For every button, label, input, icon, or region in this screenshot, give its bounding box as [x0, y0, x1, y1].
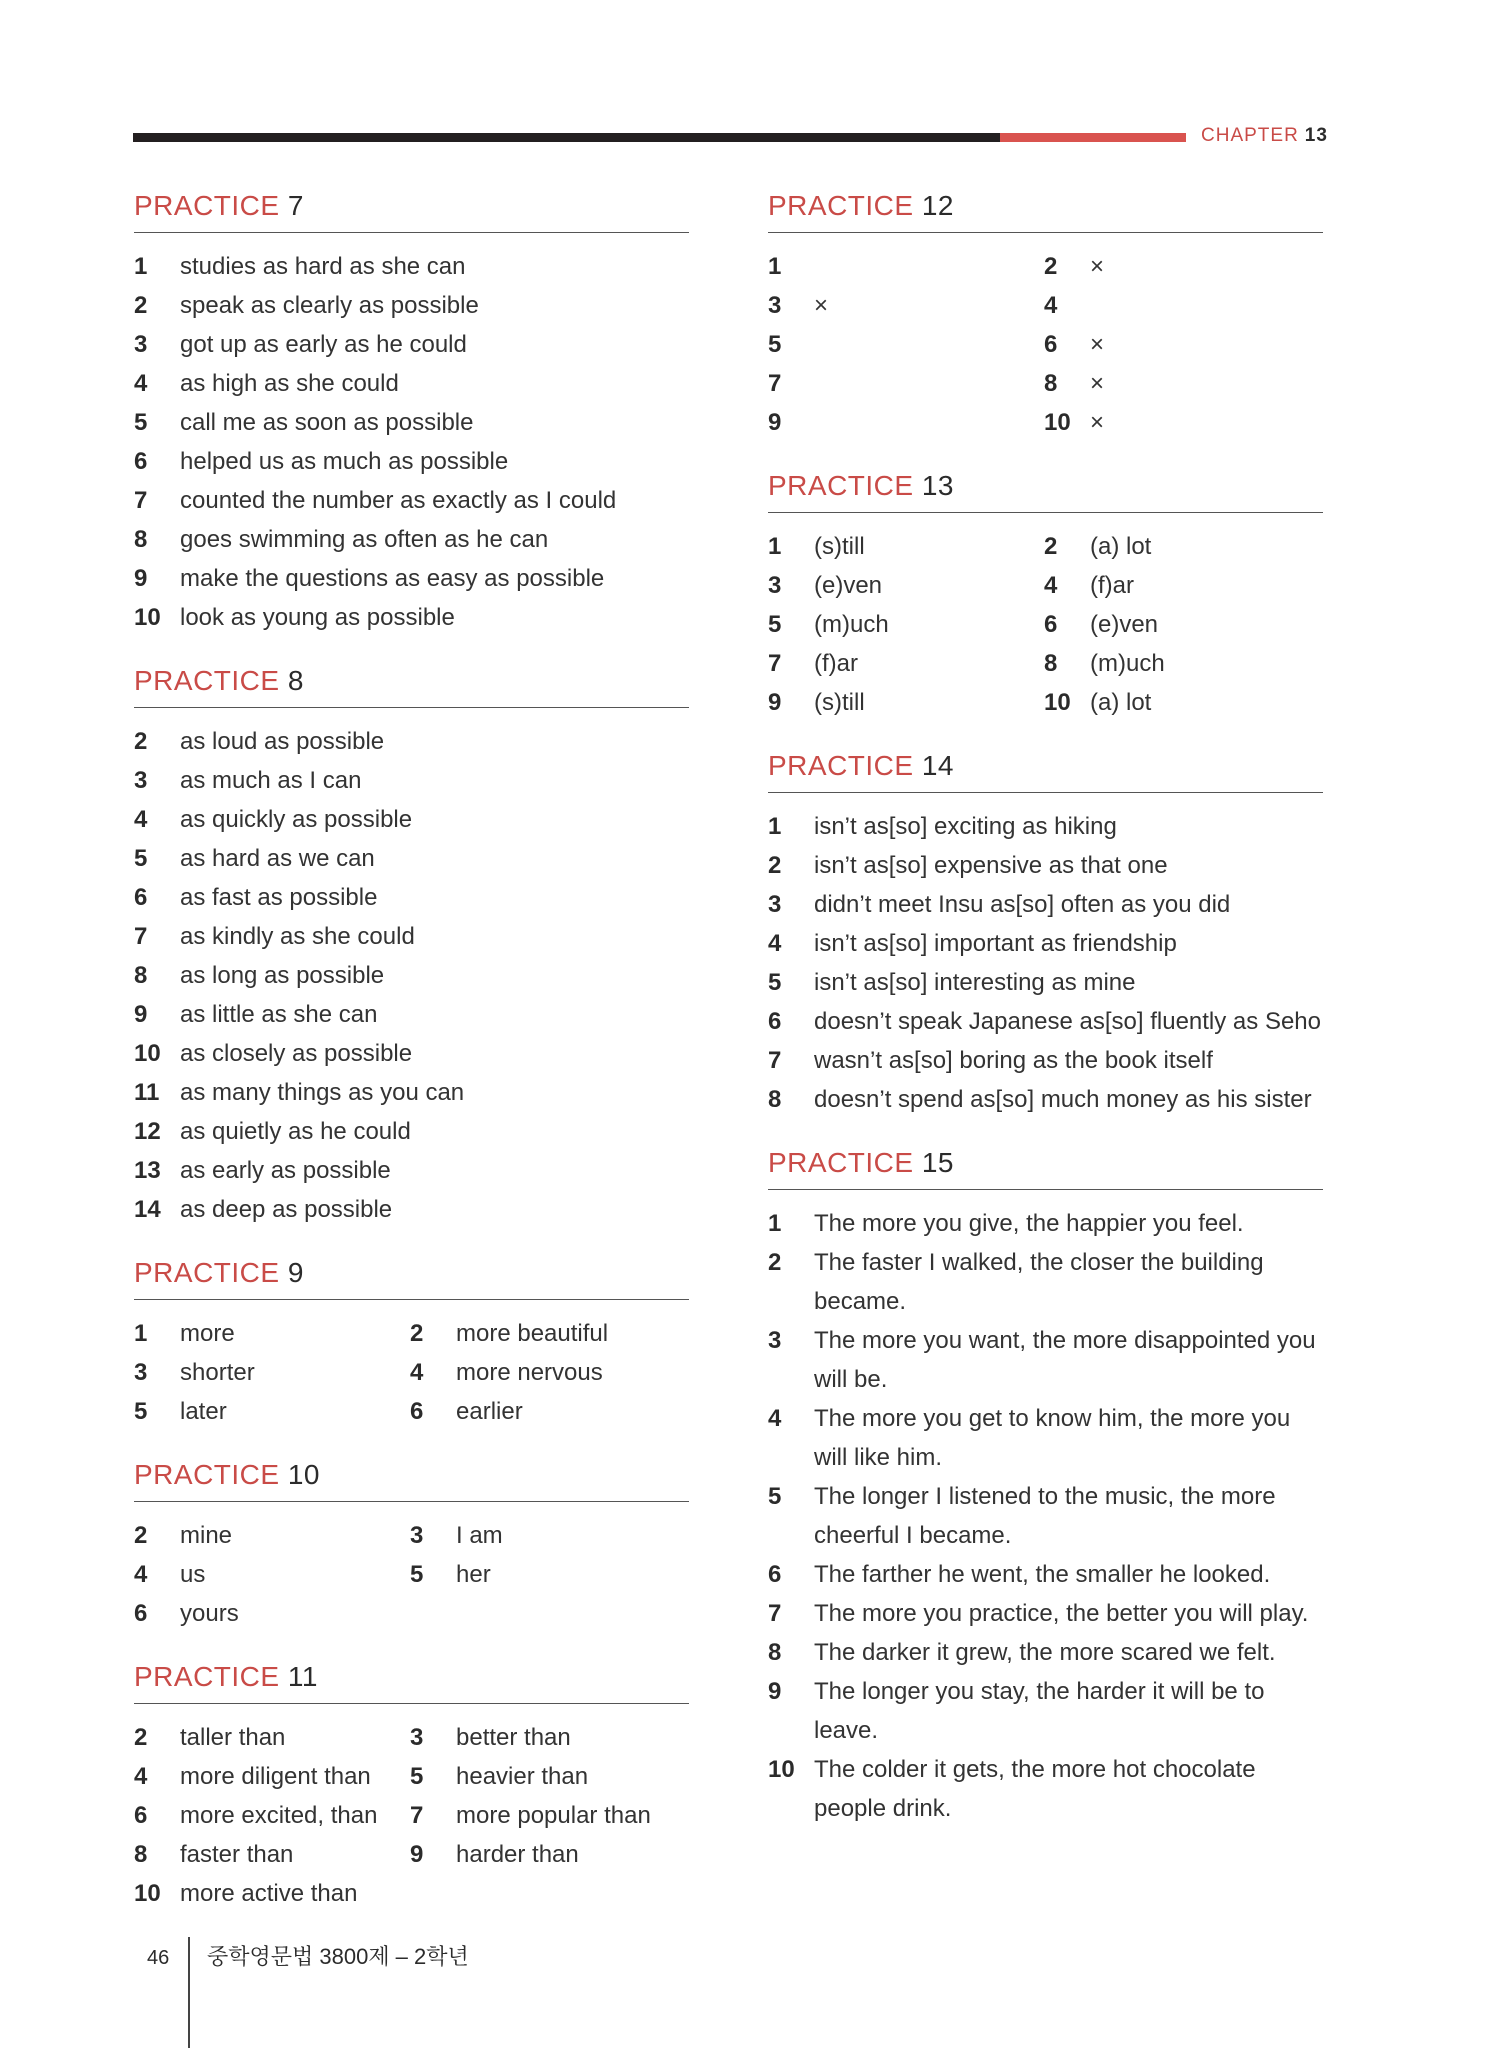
item-number: 4 [768, 1405, 782, 1432]
answer-item [768, 885, 1323, 924]
item-answer: more excited, than [180, 1802, 378, 1829]
section-title: PRACTICE 15 [768, 1147, 1323, 1190]
answer-item [134, 1392, 410, 1431]
item-answer: taller than [180, 1724, 286, 1751]
item-number: 4 [410, 1359, 424, 1386]
answer-item [768, 1399, 1323, 1477]
item-answer: as early as possible [180, 1157, 391, 1184]
item-number: 14 [134, 1196, 161, 1223]
practice-15 [768, 1147, 1323, 1828]
answer-item [134, 878, 689, 917]
item-answer: (m)uch [814, 611, 889, 638]
item-number: 9 [768, 409, 782, 436]
answer-item [1044, 644, 1323, 683]
item-number: 10 [134, 604, 161, 631]
answer-item [768, 605, 1044, 644]
item-number: 2 [410, 1320, 424, 1347]
item-answer: I am [456, 1522, 503, 1549]
answer-item [410, 1392, 689, 1431]
answer-item [768, 1002, 1323, 1041]
item-number: 2 [1044, 253, 1058, 280]
answer-item [134, 598, 689, 637]
answer-item [1044, 286, 1323, 325]
item-number: 4 [1044, 572, 1058, 599]
answer-item [134, 442, 689, 481]
item-answer: × [1090, 409, 1105, 436]
item-number: 4 [768, 930, 782, 957]
answer-item [768, 403, 1044, 442]
practice-11 [134, 1661, 689, 1913]
practice-13 [768, 470, 1323, 722]
section-title: PRACTICE 12 [768, 190, 1323, 233]
item-answer [814, 364, 1044, 403]
answer-item [134, 364, 689, 403]
practice-12 [768, 190, 1323, 442]
answer-item [134, 1151, 689, 1190]
item-number: 6 [134, 884, 148, 911]
section-title: PRACTICE 13 [768, 470, 1323, 513]
item-answer: as kindly as she could [180, 923, 415, 950]
practice-14 [768, 750, 1323, 1119]
answer-item [134, 1796, 410, 1835]
item-answer: doesn’t spend as[so] much money as his sister [814, 1086, 1312, 1113]
section-title: PRACTICE 11 [134, 1661, 689, 1704]
item-answer [1090, 286, 1323, 325]
item-number: 10 [768, 1756, 795, 1783]
section-title: PRACTICE 10 [134, 1459, 689, 1502]
answer-item [1044, 605, 1323, 644]
item-answer: more beautiful [456, 1320, 609, 1347]
item-number: 5 [768, 331, 782, 358]
item-number: 10 [1044, 689, 1071, 716]
practice-10 [134, 1459, 689, 1633]
item-answer: as much as I can [180, 767, 362, 794]
item-number: 8 [134, 962, 148, 989]
item-number: 8 [1044, 650, 1058, 677]
item-answer: goes swimming as often as he can [180, 526, 549, 553]
item-number: 6 [134, 448, 148, 475]
item-number: 1 [768, 533, 782, 560]
answer-item [768, 807, 1323, 846]
answer-item [134, 247, 689, 286]
item-number: 5 [768, 969, 782, 996]
item-number: 5 [768, 611, 782, 638]
item-number: 7 [134, 487, 148, 514]
answer-item [134, 403, 689, 442]
item-answer: (e)ven [814, 572, 883, 599]
item-answer: The more you want, the more disappointed you will be. [814, 1327, 1316, 1393]
item-number: 7 [768, 370, 782, 397]
item-number: 7 [134, 923, 148, 950]
item-number: 7 [768, 650, 782, 677]
item-number: 11 [134, 1079, 160, 1106]
item-number: 2 [134, 1522, 148, 1549]
answer-item [768, 1633, 1323, 1672]
practice-7 [134, 190, 689, 637]
answer-item [134, 1757, 410, 1796]
item-answer: counted the number as exactly as I could [180, 487, 617, 514]
item-answer: more active than [180, 1880, 358, 1907]
item-answer: (a) lot [1090, 533, 1152, 560]
item-number: 3 [134, 1359, 148, 1386]
answer-item [134, 956, 689, 995]
item-answer: mine [180, 1522, 233, 1549]
item-number: 13 [134, 1157, 161, 1184]
item-answer: harder than [456, 1841, 579, 1868]
answer-item [134, 995, 689, 1034]
answer-item [768, 683, 1044, 722]
item-answer: isn’t as[so] expensive as that one [814, 852, 1168, 879]
item-number: 9 [768, 1678, 782, 1705]
header-bar-dark [133, 133, 1000, 142]
item-answer: The colder it gets, the more hot chocolate people drink. [814, 1756, 1256, 1822]
answer-item [768, 1594, 1323, 1633]
answer-item [134, 1073, 689, 1112]
item-answer: as many things as you can [180, 1079, 465, 1106]
item-number: 1 [134, 253, 148, 280]
section-title: PRACTICE 7 [134, 190, 689, 233]
item-answer: call me as soon as possible [180, 409, 474, 436]
item-number: 4 [134, 806, 148, 833]
item-answer: heavier than [456, 1763, 589, 1790]
answer-item [768, 527, 1044, 566]
item-number: 3 [768, 572, 782, 599]
item-answer: as hard as we can [180, 845, 375, 872]
answer-item [768, 1750, 1323, 1828]
item-number: 9 [134, 565, 148, 592]
answer-item [134, 286, 689, 325]
item-number: 2 [134, 728, 148, 755]
item-number: 6 [134, 1600, 148, 1627]
answer-item [768, 1080, 1323, 1119]
item-answer: The farther he went, the smaller he looked. [814, 1561, 1271, 1588]
item-answer: her [456, 1561, 491, 1588]
answer-item [768, 1321, 1323, 1399]
item-number: 5 [134, 1398, 148, 1425]
left-column [134, 190, 689, 1941]
answer-item [410, 1796, 689, 1835]
item-answer: The faster I walked, the closer the building became. [814, 1249, 1264, 1315]
answer-item [410, 1555, 689, 1594]
item-number: 10 [134, 1880, 161, 1907]
answer-item [1044, 403, 1323, 442]
item-answer: as quietly as he could [180, 1118, 411, 1145]
item-number: 5 [410, 1763, 424, 1790]
answer-item [768, 1204, 1323, 1243]
item-answer: as quickly as possible [180, 806, 413, 833]
answer-item [768, 1243, 1323, 1321]
item-number: 2 [134, 292, 148, 319]
item-answer: got up as early as he could [180, 331, 467, 358]
item-number: 5 [768, 1483, 782, 1510]
item-answer: isn’t as[so] exciting as hiking [814, 813, 1117, 840]
item-number: 6 [1044, 611, 1058, 638]
item-answer: as long as possible [180, 962, 385, 989]
item-answer: The more you practice, the better you will play. [814, 1600, 1309, 1627]
item-number: 7 [410, 1802, 424, 1829]
item-answer: isn’t as[so] important as friendship [814, 930, 1177, 957]
answer-item [134, 481, 689, 520]
page-number: 46 [147, 1947, 170, 1969]
item-answer: doesn’t speak Japanese as[so] fluently as Seho [814, 1008, 1321, 1035]
item-number: 6 [768, 1561, 782, 1588]
item-number: 6 [1044, 331, 1058, 358]
answer-item [768, 1477, 1323, 1555]
item-answer [814, 247, 1044, 286]
answer-item [134, 1314, 410, 1353]
item-answer: faster than [180, 1841, 294, 1868]
item-answer: as deep as possible [180, 1196, 393, 1223]
chapter-label: CHAPTER 13 [1201, 125, 1328, 146]
item-answer: more popular than [456, 1802, 651, 1829]
answer-item [134, 800, 689, 839]
item-answer: as little as she can [180, 1001, 378, 1028]
practice-8 [134, 665, 689, 1229]
item-answer: as high as she could [180, 370, 399, 397]
item-answer: us [180, 1561, 206, 1588]
answer-item [134, 761, 689, 800]
answer-item [1044, 325, 1323, 364]
item-answer: (e)ven [1090, 611, 1159, 638]
answer-item [134, 1555, 410, 1594]
answer-item [410, 1757, 689, 1796]
item-answer: × [1090, 370, 1105, 397]
item-number: 4 [1044, 292, 1058, 319]
item-number: 7 [768, 1600, 782, 1627]
answer-item [410, 1718, 689, 1757]
item-answer: more nervous [456, 1359, 603, 1386]
item-number: 8 [134, 526, 148, 553]
answer-item [410, 1835, 689, 1874]
item-number: 2 [1044, 533, 1058, 560]
answer-item [768, 364, 1044, 403]
item-answer: (s)till [814, 689, 865, 716]
item-number: 2 [134, 1724, 148, 1751]
right-column [768, 190, 1323, 1856]
item-answer: as closely as possible [180, 1040, 413, 1067]
answer-item [134, 1516, 410, 1555]
item-answer: The longer you stay, the harder it will be to leave. [814, 1678, 1265, 1744]
answer-item [768, 325, 1044, 364]
item-number: 2 [768, 852, 782, 879]
item-answer: helped us as much as possible [180, 448, 509, 475]
item-number: 3 [768, 891, 782, 918]
answer-item [134, 559, 689, 598]
answer-item [768, 963, 1323, 1002]
item-answer: more diligent than [180, 1763, 371, 1790]
item-number: 4 [134, 370, 148, 397]
answer-item [134, 1353, 410, 1392]
item-number: 9 [768, 689, 782, 716]
practice-9 [134, 1257, 689, 1431]
item-number: 6 [410, 1398, 424, 1425]
item-number: 8 [768, 1639, 782, 1666]
item-number: 8 [768, 1086, 782, 1113]
answer-item [768, 924, 1323, 963]
item-answer [814, 403, 1044, 442]
item-number: 4 [134, 1763, 148, 1790]
answer-item [768, 846, 1323, 885]
item-number: 8 [1044, 370, 1058, 397]
item-answer: (s)till [814, 533, 865, 560]
item-number: 8 [134, 1841, 148, 1868]
item-number: 2 [768, 1249, 782, 1276]
item-answer: studies as hard as she can [180, 253, 466, 280]
item-number: 6 [134, 1802, 148, 1829]
section-title: PRACTICE 14 [768, 750, 1323, 793]
answer-item [768, 286, 1044, 325]
item-number: 1 [768, 1210, 782, 1237]
item-answer: The more you give, the happier you feel. [814, 1210, 1244, 1237]
answer-item [134, 1718, 410, 1757]
answer-item [1044, 683, 1323, 722]
item-number: 3 [410, 1522, 424, 1549]
item-answer: × [814, 292, 829, 319]
item-answer: The more you get to know him, the more you will like him. [814, 1405, 1291, 1471]
answer-item [134, 520, 689, 559]
answer-item [134, 722, 689, 761]
item-answer: (a) lot [1090, 689, 1152, 716]
answer-item [410, 1353, 689, 1392]
answer-item [134, 839, 689, 878]
item-answer: as loud as possible [180, 728, 385, 755]
item-number: 3 [134, 767, 148, 794]
answer-item [768, 1555, 1323, 1594]
item-answer: (f)ar [1090, 572, 1134, 599]
item-answer: later [180, 1398, 227, 1425]
page-footer [147, 1940, 469, 1971]
item-number: 7 [768, 1047, 782, 1074]
item-number: 3 [768, 292, 782, 319]
item-answer: make the questions as easy as possible [180, 565, 605, 592]
answer-item [134, 325, 689, 364]
item-answer: × [1090, 253, 1105, 280]
item-answer: (f)ar [814, 650, 858, 677]
item-number: 5 [134, 409, 148, 436]
item-answer: yours [180, 1600, 239, 1627]
item-answer: (m)uch [1090, 650, 1165, 677]
answer-item [1044, 247, 1323, 286]
answer-item [768, 566, 1044, 605]
item-answer [814, 325, 1044, 364]
item-number: 9 [134, 1001, 148, 1028]
header-bar-accent [1000, 133, 1186, 142]
answer-item [134, 1190, 689, 1229]
answer-item [134, 1034, 689, 1073]
item-answer: isn’t as[so] interesting as mine [814, 969, 1136, 996]
item-number: 5 [134, 845, 148, 872]
item-number: 10 [1044, 409, 1071, 436]
answer-item [768, 247, 1044, 286]
item-number: 3 [410, 1724, 424, 1751]
section-title: PRACTICE 8 [134, 665, 689, 708]
answer-item [1044, 364, 1323, 403]
item-number: 5 [410, 1561, 424, 1588]
answer-item [768, 1672, 1323, 1750]
answer-item [768, 644, 1044, 683]
item-number: 10 [134, 1040, 161, 1067]
item-answer: didn’t meet Insu as[so] often as you did [814, 891, 1231, 918]
item-answer: wasn’t as[so] boring as the book itself [814, 1047, 1213, 1074]
item-answer: The longer I listened to the music, the more cheerful I became. [814, 1483, 1276, 1549]
answer-item [134, 917, 689, 956]
item-answer: speak as clearly as possible [180, 292, 479, 319]
answer-item [134, 1112, 689, 1151]
item-number: 1 [768, 813, 782, 840]
item-answer: better than [456, 1724, 571, 1751]
item-answer: as fast as possible [180, 884, 378, 911]
section-title: PRACTICE 9 [134, 1257, 689, 1300]
answer-item [1044, 527, 1323, 566]
answer-item [768, 1041, 1323, 1080]
answer-item [1044, 566, 1323, 605]
item-answer: shorter [180, 1359, 255, 1386]
item-number: 6 [768, 1008, 782, 1035]
answer-item [134, 1594, 410, 1633]
item-number: 4 [134, 1561, 148, 1588]
item-number: 9 [410, 1841, 424, 1868]
answer-item [410, 1314, 689, 1353]
book-title: 중학영문법 3800제 – 2학년 [207, 1944, 469, 1969]
item-answer: The darker it grew, the more scared we felt. [814, 1639, 1276, 1666]
answer-item [410, 1516, 689, 1555]
item-number: 1 [134, 1320, 148, 1347]
item-answer: earlier [456, 1398, 523, 1425]
item-answer: more [180, 1320, 235, 1347]
item-number: 3 [134, 331, 148, 358]
answer-item [134, 1874, 410, 1913]
item-number: 1 [768, 253, 782, 280]
item-answer: × [1090, 331, 1105, 358]
answer-item [134, 1835, 410, 1874]
item-number: 3 [768, 1327, 782, 1354]
item-answer: look as young as possible [180, 604, 455, 631]
item-number: 12 [134, 1118, 161, 1145]
